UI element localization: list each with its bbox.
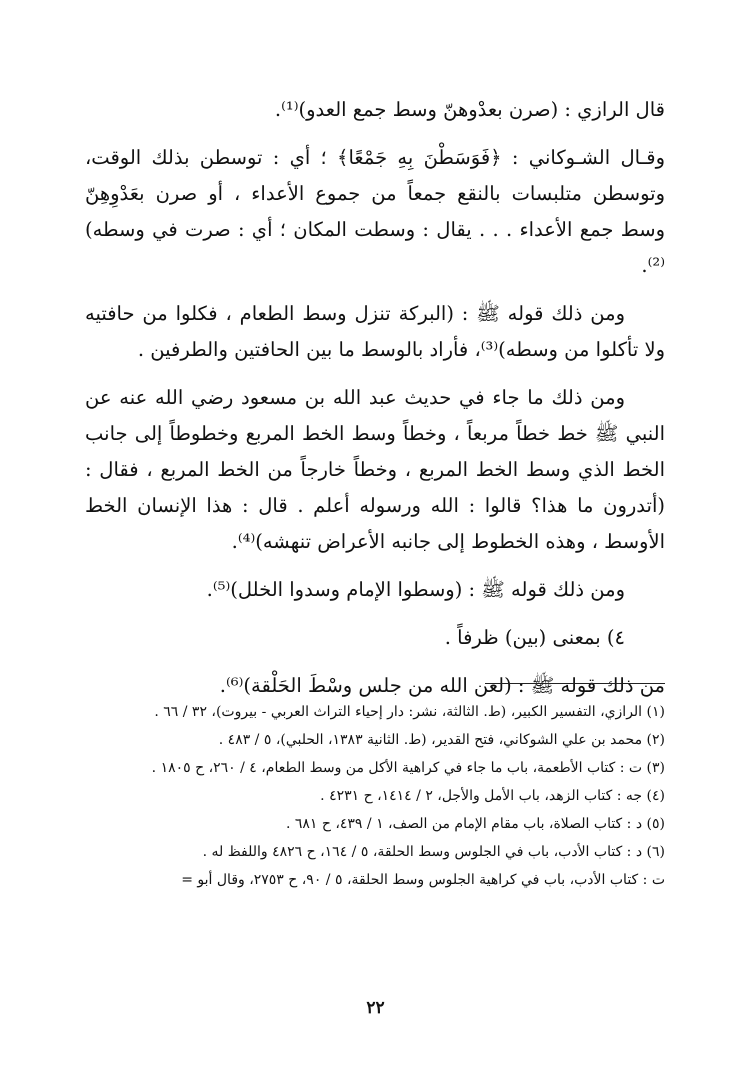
footnote-2: (٢) محمد بن علي الشوكاني، فتح القدير، (ط. الثانية ١٣٨٣، الحلبي)، ٥ / ٤٨٣ . [218,732,665,748]
footnote-6-continuation: ت : كتاب الأدب، باب في كراهية الجلوس وسط الحلقة، ٥ / ٩٠، ح ٢٧٥٣، وقال أبو = [181,872,665,888]
paragraph-section-heading: ٤) بمعنى (بين) ظرفاً . [444,626,625,649]
footnote-3: (٣) ت : كتاب الأطعمة، باب ما جاء في كراهية الأكل من وسط الطعام، ٤ / ٢٦٠، ح ١٨٠٥ . [151,760,665,776]
paragraph-ibn-masud-hadith: ومن ذلك ما جاء في حديث عبد الله بن مسعود رضي الله عنه عن النبي ﷺ خط خطاً مربعاً ، وخطاً وسط الخط المربع وخطوطاً إلى جانب الخط الذي وسط الخط المربع ، وخطاً خارجاً من الخط المربع ، فقال : (أتدرون ما هذا؟ قالوا : الله ورسوله أعلم . قال : هذا الإنسان الخط الأوسط ، وهذه الخطوط إلى جانبه الأعراض تنهشه)⁽⁴⁾. [85,386,665,553]
paragraph-imam-hadith: ومن ذلك قوله ﷺ : (وسطوا الإمام وسدوا الخلل)⁽⁵⁾. [206,578,625,601]
footnote-separator [485,683,665,684]
footnote-5: (٥) د : كتاب الصلاة، باب مقام الإمام من الصف، ١ / ٤٣٩، ح ٦٨١ . [285,816,665,832]
footnotes [85,700,665,896]
footnote-4: (٤) جه : كتاب الزهد، باب الأمل والأجل، ٢ / ١٤١٤، ح ٤٢٣١ . [320,788,665,804]
paragraph-razi-quote: قال الرازي : (صرن بعدْوهنّ وسط جمع العدو)⁽¹⁾. [274,98,665,121]
page-number: ٢٢ [366,998,385,1018]
footnote-6: (٦) د : كتاب الأدب، باب في الجلوس وسط الحلقة، ٥ / ١٦٤، ح ٤٨٢٦ واللفظ له . [202,844,665,860]
main-text [85,92,665,716]
paragraph-baraka-hadith: ومن ذلك قوله ﷺ : (البركة تنزل وسط الطعام ، فكلوا من حافتيه ولا تأكلوا من وسطه)⁽³⁾، فأراد بالوسط ما بين الحافتين والطرفين . [85,302,665,361]
footnote-1: (١) الرازي، التفسير الكبير، (ط. الثالثة، نشر: دار إحياء التراث العربي - بيروت)، ٣٢ / ٦٦ . [154,704,665,720]
paragraph-shawkani-quote: وقـال الشـوكاني : ﴿فَوَسَطْنَ بِهِ جَمْعًا﴾ ؛ أي : توسطن بذلك الوقت، وتوسطن متلبسات بالنقع جمعاً من جموع الأعداء ، أو صرن بعَدْوِهِنّ وسط جمع الأعداء . . . يقال : وسطت المكان ؛ أي : صرت في وسطه)⁽²⁾. [85,146,665,277]
paragraph-halqa-hadith: من ذلك قوله ﷺ : (لعن الله من جلس وسْطَ الحَلْقة)⁽⁶⁾. [219,674,665,697]
